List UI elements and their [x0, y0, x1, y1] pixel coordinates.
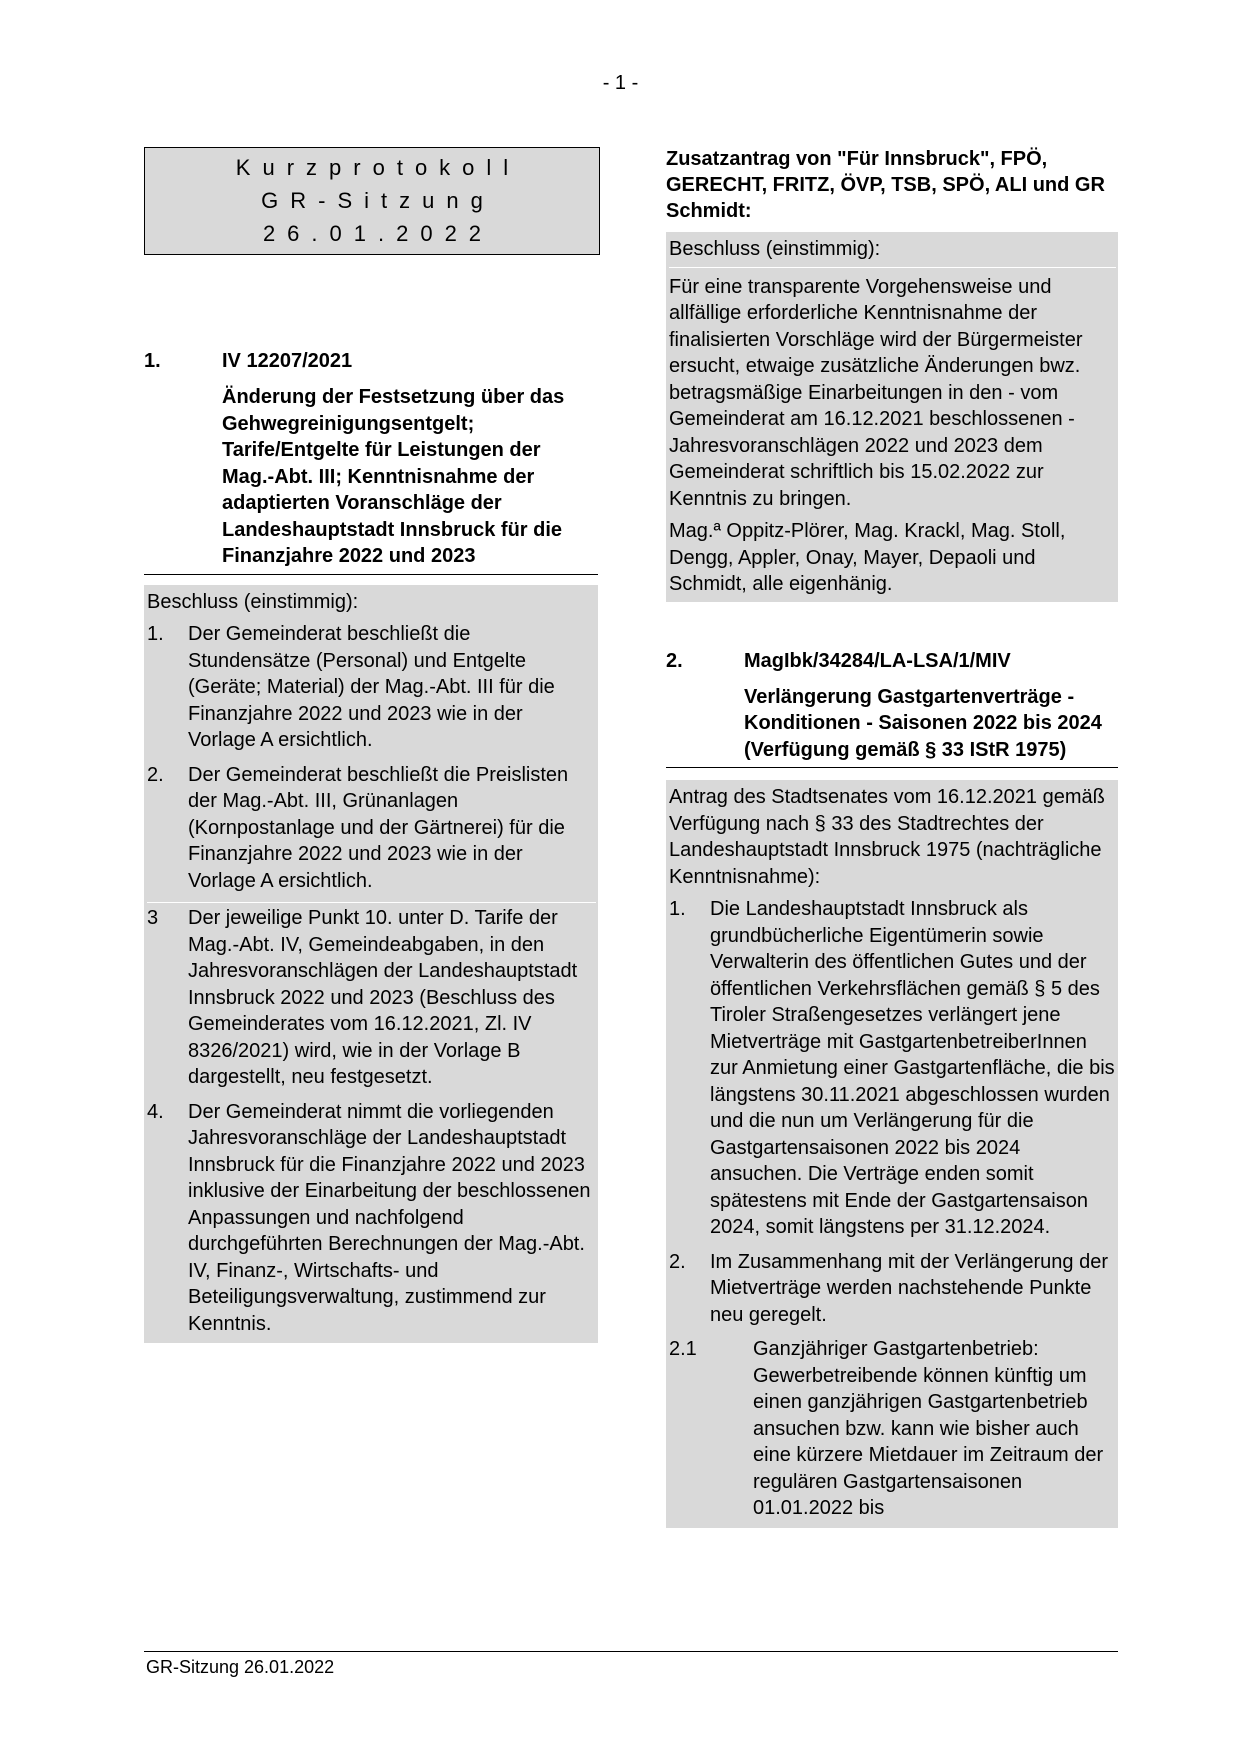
zusatzantrag-block: [666, 232, 1118, 602]
item1-decision-block: [144, 585, 598, 1344]
item2-points-list: [669, 896, 1116, 1336]
header-date-line: 26.01.2022: [262, 220, 494, 246]
item1-reference: IV 12207/2021: [222, 350, 353, 372]
list-item: [147, 621, 596, 762]
zusatzantrag-title: Zusatzantrag von "Für Innsbruck", FPÖ, GERECHT, FRITZ, ÖVP, TSB, SPÖ, ALI und GR Schmidt:: [666, 148, 1105, 222]
item1-number: 1.: [144, 350, 161, 372]
list-item: [147, 902, 596, 1099]
page-number: - 1 -: [602, 72, 639, 94]
item2-subpoints-list: [669, 1336, 1116, 1524]
header-title-line: Kurzprotokoll: [235, 155, 521, 181]
list-item: [669, 1249, 1116, 1337]
right-column: [666, 146, 1118, 1528]
point-number: 1.: [669, 898, 686, 920]
zusatzantrag-decision-label: Beschluss (einstimmig):: [669, 236, 1116, 268]
point-number: 4.: [147, 1100, 164, 1123]
item2-heading: [666, 648, 1118, 674]
item1-divider: [144, 574, 598, 575]
list-item: [147, 1099, 596, 1340]
list-item: [147, 762, 596, 903]
point-text: Der Gemeinderat beschließt die Stundensätze (Personal) und Entgelte (Geräte; Material) der Mag.-Abt. III für die Finanzjahre 2022 und 2023 wie in der Vorlage A ersichtlich.: [188, 623, 555, 751]
subpoint-number: 2.1: [669, 1338, 697, 1360]
item2-motion-block: [666, 780, 1118, 1528]
list-item: [669, 896, 1116, 1249]
point-text: Der Gemeinderat beschließt die Preislisten der Mag.-Abt. III, Grünanlagen (Kornpostanlage und der Gärtnerei) für die Finanzjahre 2022 und 2023 wie in der Vorlage A ersichtlich.: [188, 763, 569, 892]
item1-heading: [144, 348, 598, 374]
point-text: Die Landeshauptstadt Innsbruck als grundbücherliche Eigentümerin sowie Verwalterin des öffentlichen Gutes und der öffentlichen Verkehrsflächen gemäß § 5 des Tiroler Straßengesetzes verlängert jene Mietverträge mit GastgartenbetreiberInnen zur Anmietung einer Gastgartenfläche, die bis längstens 30.11.2021 abgeschlossen wurden und die nun um Verlängerung für die Gastgartensaisonen 2022 bis 2024 ansuchen. Die Verträge enden somit spätestens mit Ende der Gastgartensaison 2024, somit längstens per 31.12.2024.: [710, 898, 1115, 1238]
footer-divider: [144, 1651, 1118, 1652]
item1-points-list: [147, 621, 596, 1339]
point-number: 3: [147, 907, 159, 929]
item2-intro: Antrag des Stadtsenates vom 16.12.2021 gemäß Verfügung nach § 33 des Stadtrechtes der Landeshauptstadt Innsbruck 1975 (nachträgliche Kenntnisnahme):: [669, 786, 1105, 888]
item2-number: 2.: [666, 649, 683, 672]
item1-title: Änderung der Festsetzung über das Gehwegreinigungsentgelt; Tarife/Entgelte für Leistungen der Mag.-Abt. III; Kenntnisnahme der adaptierten Voranschläge der Landeshauptstadt Innsbruck für die Finanzjahre 2022 und 2023: [222, 386, 565, 567]
point-text: Der jeweilige Punkt 10. unter D. Tarife der Mag.-Abt. IV, Gemeindeabgaben, in den Jahresvoranschlägen der Landeshauptstadt Innsbruck 2022 und 2023 (Beschluss des Gemeinderates vom 16.12.2021, Zl. IV 8326/2021) wird, wie in der Vorlage B dargestellt, neu festgesetzt.: [188, 907, 578, 1088]
item2-divider: [666, 767, 1118, 768]
subpoint-text: Ganzjähriger Gastgartenbetrieb: Gewerbetreibende können künftig um einen ganzjährigen Gastgartenbetrieb ansuchen bzw. kann wie bisher auch eine kürzere Mietdauer im Zeitraum der regulären Gastgartensaisonen 01.01.2022 bis: [753, 1338, 1104, 1519]
point-text: Im Zusammenhang mit der Verlängerung der Mietverträge werden nachstehende Punkte neu geregelt.: [710, 1250, 1108, 1326]
zusatzantrag-text: Für eine transparente Vorgehensweise und allfällige erforderliche Kenntnisnahme der finalisierten Vorschläge wird der Bürgermeister ersucht, etwaige zusätzliche Änderungen bwz. betragsmäßige Einarbeitungen in den - vom Gemeinderat am 16.12.2021 beschlossenen - Jahresvoranschlägen 2022 und 2023 dem Gemeinderat schriftlich bis 15.02.2022 zur Kenntnis zu bringen.: [669, 275, 1083, 510]
header-title-box: [144, 147, 600, 255]
left-column: [144, 348, 598, 1343]
point-text: Der Gemeinderat nimmt die vorliegenden Jahresvoranschläge der Landeshauptstadt Innsbruck für die Finanzjahre 2022 und 2023 inklusive der Einarbeitung der beschlossenen Anpassungen und nachfolgend durchgeführten Berechnungen der Mag.-Abt. IV, Finanz-, Wirtschafts- und Beteiligungsverwaltung, zustimmend zur Kenntnis.: [188, 1100, 591, 1335]
item2-title: Verlängerung Gastgartenverträge - Konditionen - Saisonen 2022 bis 2024 (Verfügung gemäß § 33 IStR 1975): [744, 685, 1102, 761]
point-number: 2.: [669, 1250, 686, 1273]
point-number: 1.: [147, 623, 164, 645]
item2-reference: MagIbk/34284/LA-LSA/1/MIV: [744, 649, 1011, 672]
point-number: 2.: [147, 763, 164, 786]
zusatzantrag-signatories: Mag.ª Oppitz-Plörer, Mag. Krackl, Mag. Stoll, Dengg, Appler, Onay, Mayer, Depaoli und Schmidt, alle eigenhänig.: [669, 520, 1066, 595]
footer-text: GR-Sitzung 26.01.2022: [146, 1657, 335, 1677]
header-session-line: GR-Sitzung: [261, 187, 495, 213]
item1-decision-label: Beschluss (einstimmig):: [147, 590, 359, 613]
list-item: [669, 1336, 1116, 1524]
